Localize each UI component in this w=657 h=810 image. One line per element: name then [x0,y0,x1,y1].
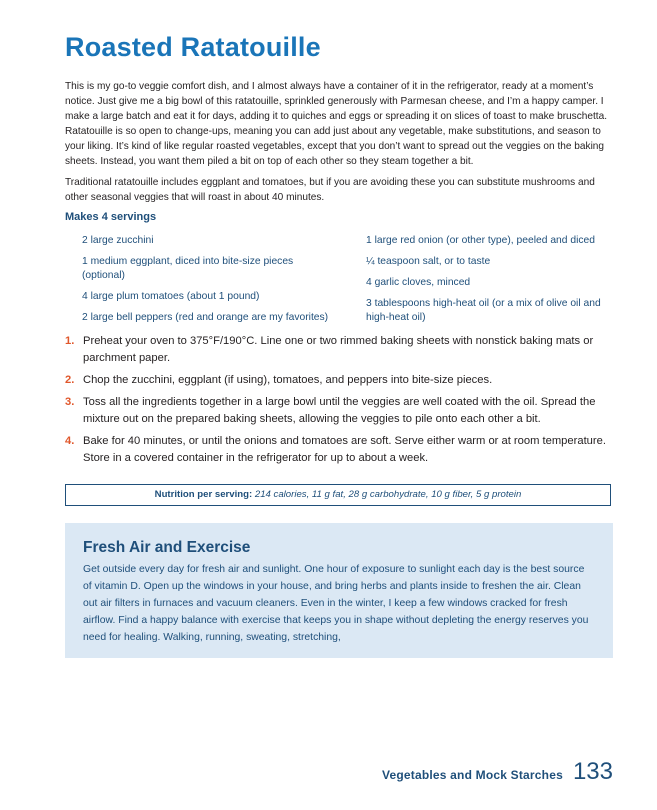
step-text: Bake for 40 minutes, or until the onions and tomatoes are soft. Serve either warm or at room temperature. Store in a covered container in the refrigerator for up to about a week. [83,435,606,464]
sidebar-text: Get outside every day for fresh air and sunlight. One hour of exposure to sunlight each day is the best source of vitamin D. Open up the windows in your house, and bring herbs and plants inside to freshen the air. Clean out air filters in furnaces and vacuum cleaners. Even in the winter, I keep a few windows cracked for fresh airflow. Find a happy balance with exercise that keeps you in shape without depleting the energy reserves you need for healing. Walking, running, sweating, stretching, [83,564,589,643]
page-number: 133 [572,758,613,785]
ingredient-item: 1 medium eggplant, diced into bite-size pieces (optional) [82,256,294,281]
sidebar-heading: Fresh Air and Exercise [83,539,251,556]
sidebar-box [65,523,613,658]
ingredient-item: 1 large red onion (or other type), peeled and diced [366,235,595,246]
intro-text [65,79,615,211]
intro-paragraph: Traditional ratatouille includes eggplant and tomatoes, but if you are avoiding these you can substitute mushrooms and other seasonal veggies that will roast in about 40 minutes. [65,177,595,203]
ingredients-left-column [82,234,332,332]
nutrition-label: Nutrition per serving: [154,489,253,500]
step-text: Preheat your oven to 375°F/190°C. Line one or two rimmed baking sheets with nonstick baking mats or parchment paper. [83,335,594,364]
step-text: Chop the zucchini, eggplant (if using), tomatoes, and peppers into bite-size pieces. [83,374,493,386]
intro-paragraph: This is my go-to veggie comfort dish, and I almost always have a container of it in the refrigerator, ready at a moment’s notice. Just give me a big bowl of this ratatouille, sprinkled generously with Parmesan cheese, and I’m a happy camper. I make a large batch and eat it for days, adding it to quiches and eggs or spreading it on slices of toast to make bruschetta. Ratatouille is so open to change-ups, meaning you can add just about any vegetable, make substitutions, and season to your liking. It’s kind of like regular roasted vegetables, except that you don’t want to spread out the veggies on the baking sheets. Instead, you want them piled a bit on top of each other so they steam together a bit. [65,81,608,167]
page-footer [382,758,613,786]
step-text: Toss all the ingredients together in a large bowl until the veggies are well coated with the oil. Spread the mixture out on the prepared baking sheets, allowing the veggies to pile onto each other a bit. [83,396,596,425]
ingredient-item: 4 garlic cloves, minced [366,277,471,288]
ingredient-item: 3 tablespoons high-heat oil (or a mix of olive oil and high-heat oil) [366,298,601,323]
recipe-step [65,333,615,367]
recipe-step [65,433,615,467]
recipe-step [65,394,615,428]
ingredient-item: ¼ teaspoon salt, or to taste [366,256,491,267]
recipe-step [65,372,615,389]
nutrition-value: 214 calories, 11 g fat, 28 g carbohydrate, 10 g fiber, 5 g protein [254,489,522,500]
nutrition-box [65,484,611,506]
ingredient-item: 4 large plum tomatoes (about 1 pound) [82,291,260,302]
section-name: Vegetables and Mock Starches [381,768,563,782]
recipe-title: Roasted Ratatouille [65,32,321,62]
step-number: 1. [65,335,75,347]
step-number: 4. [65,435,75,447]
ingredient-item: 2 large zucchini [82,235,154,246]
recipe-steps [65,333,615,472]
step-number: 3. [65,396,75,408]
ingredients-right-column [366,234,616,332]
ingredient-item: 2 large bell peppers (red and orange are my favorites) [82,312,329,323]
servings-label: Makes 4 servings [65,211,157,223]
step-number: 2. [65,374,75,386]
